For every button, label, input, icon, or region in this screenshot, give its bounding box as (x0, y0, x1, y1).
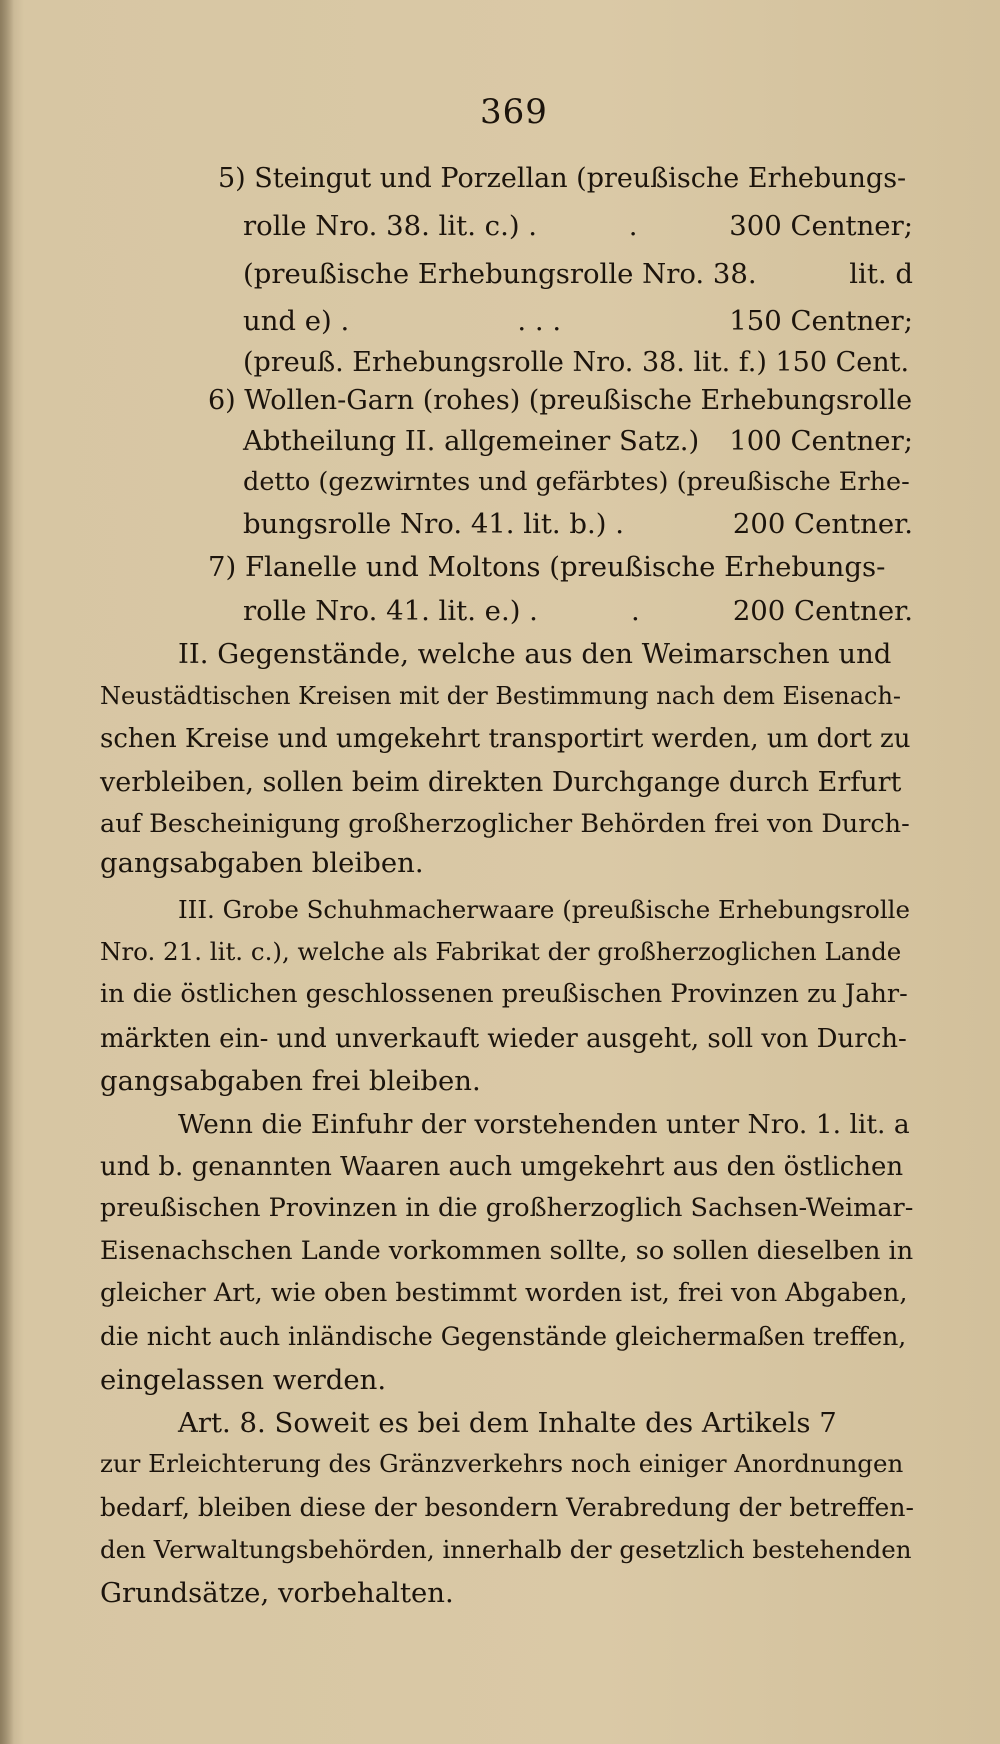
article-8-line-5: Grundsätze, vorbehalten. (100, 1577, 454, 1609)
paragraph-line-2: und b. genannten Waaren auch umgekehrt aus den östlichen (100, 1152, 904, 1182)
section-3-line-3: in die östlichen geschlossenen preußischen Provinzen zu Jahr- (100, 979, 908, 1009)
section-2-line-3: schen Kreise und umgekehrt transportirt werden, um dort zu (100, 724, 911, 754)
text: rolle Nro. 41. lit. e.) . (243, 595, 538, 627)
paragraph-line-4: Eisenachschen Lande vorkommen sollte, so sollen dieselben in (100, 1236, 914, 1266)
item-6-line-4 (243, 508, 913, 540)
paragraph-line-3: preußischen Provinzen in die großherzoglich Sachsen-Weimar- (100, 1193, 914, 1223)
text: . . . (517, 305, 562, 337)
item-7-line-1: 7) Flanelle und Moltons (preußische Erhebungs- (208, 551, 886, 583)
item-6-line-1: 6) Wollen-Garn (rohes) (preußische Erhebungsrolle (208, 385, 913, 416)
text: Abtheilung II. allgemeiner Satz.) (243, 425, 700, 457)
text: . (628, 210, 638, 242)
article-8-line-1: Art. 8. Soweit es bei dem Inhalte des Artikels 7 (178, 1407, 837, 1439)
section-3-line-2: Nro. 21. lit. c.), welche als Fabrikat der großherzoglichen Lande (100, 937, 902, 966)
text: bungsrolle Nro. 41. lit. b.) . (243, 508, 624, 540)
article-8-line-4: den Verwaltungsbehörden, innerhalb der gesetzlich bestehenden (100, 1535, 912, 1564)
section-3-line-1: III. Grobe Schuhmacherwaare (preußische Erhebungsrolle (178, 895, 910, 924)
text: 100 Centner; (729, 425, 913, 457)
item-7-line-2 (243, 595, 913, 627)
text: 300 Centner; (729, 210, 913, 242)
section-3-line-4: märkten ein- und unverkauft wieder ausgeht, soll von Durch- (100, 1024, 907, 1054)
section-2-line-4: verbleiben, sollen beim direkten Durchgange durch Erfurt (100, 767, 902, 798)
article-8-line-3: bedarf, bleiben diese der besondern Verabredung der betreffen- (100, 1493, 914, 1522)
item-6-line-2 (243, 425, 913, 457)
item-5-line-1 (218, 165, 914, 192)
text: 200 Centner. (732, 508, 913, 540)
item-6-line-3: detto (gezwirntes und gefärbtes) (preußische Erhe- (243, 467, 910, 497)
item-5-line-2 (243, 210, 913, 242)
item-5-line-5: (preuß. Erhebungsrolle Nro. 38. lit. f.) 150 Cent. (243, 347, 910, 378)
item-5-line-3 (243, 258, 913, 290)
page-edge-shadow (0, 0, 14, 1744)
article-8-line-2: zur Erleichterung des Gränzverkehrs noch einiger Anordnungen (100, 1449, 904, 1478)
paragraph-line-6: die nicht auch inländische Gegenstände gleichermaßen treffen, (100, 1322, 907, 1351)
text: . (630, 595, 640, 627)
section-2-line-1: II. Gegenstände, welche aus den Weimarschen und (178, 638, 892, 670)
text: 200 Centner. (732, 595, 913, 627)
text: und e) . (243, 305, 350, 337)
text: lit. d (849, 258, 913, 290)
section-3-line-5: gangsabgaben frei bleiben. (100, 1065, 481, 1097)
text: rolle Nro. 38. lit. c.) . (243, 210, 538, 242)
paragraph-line-1: Wenn die Einfuhr der vorstehenden unter Nro. 1. lit. a (178, 1109, 910, 1140)
text: (preußische Erhebungsrolle Nro. 38. (243, 258, 757, 290)
text: 5) Steingut und Porzellan (preußische Erhebungs- (218, 163, 907, 194)
text: 150 Centner; (729, 305, 913, 337)
page-number: 369 (480, 92, 548, 132)
section-2-line-6: gangsabgaben bleiben. (100, 847, 424, 879)
item-5-line-4 (243, 305, 913, 337)
section-2-line-2: Neustädtischen Kreisen mit der Bestimmung nach dem Eisenach- (100, 682, 902, 710)
section-2-line-5: auf Bescheinigung großherzoglicher Behörden frei von Durch- (100, 809, 910, 839)
paragraph-line-5: gleicher Art, wie oben bestimmt worden ist, frei von Abgaben, (100, 1278, 908, 1308)
paragraph-line-7: eingelassen werden. (100, 1364, 387, 1396)
